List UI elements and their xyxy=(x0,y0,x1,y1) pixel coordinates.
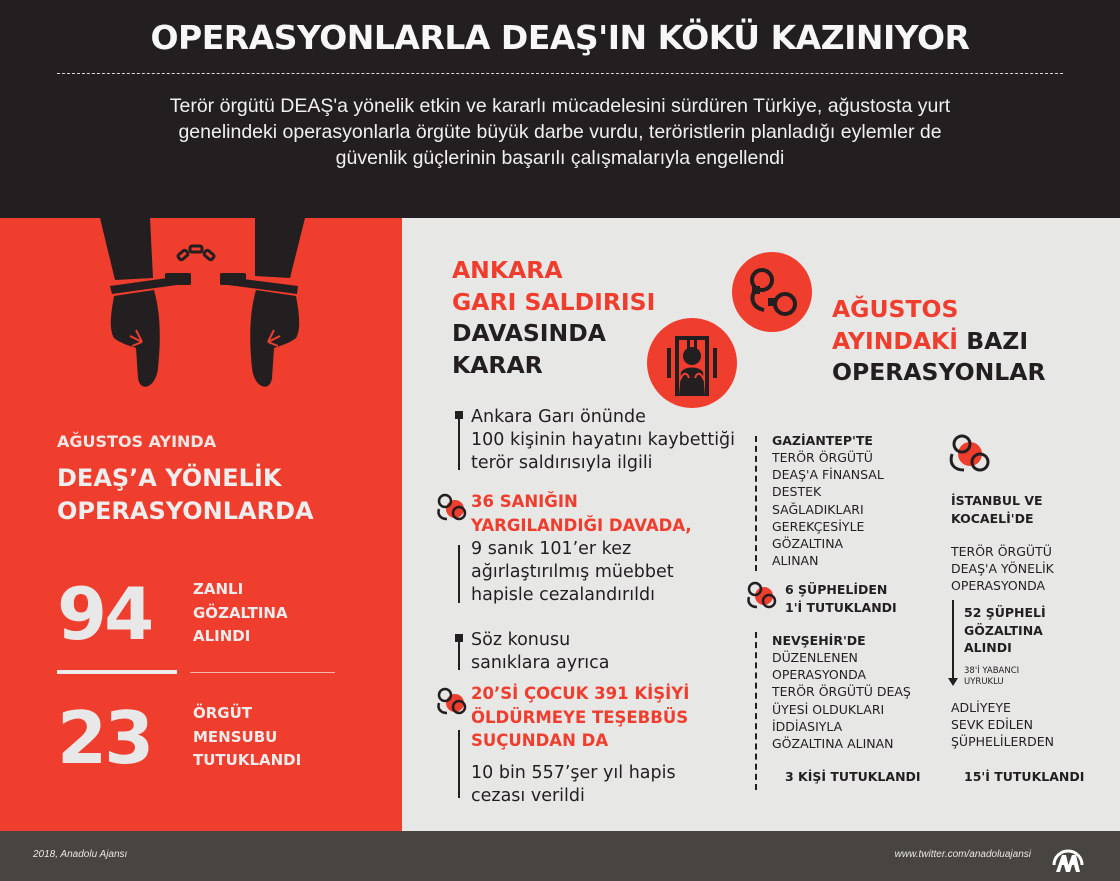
text-line: ŞÜPHELİLERDEN xyxy=(951,734,1054,750)
text-line: YARGILANDIĞI DAVADA, xyxy=(471,515,692,535)
text-line: GEREKÇESİYLE xyxy=(772,518,865,534)
text-line: GÖZALTINA xyxy=(772,536,844,552)
dashed-divider xyxy=(57,73,1063,74)
intro-line: Terör örgütü DEAŞ'a yönelik etkin ve kararlı mücadelesini sürdüren Türkiye, ağustosta yurt xyxy=(169,95,951,117)
text-line: ADLİYEYE xyxy=(951,700,1011,715)
text-line: sanıklara ayrıca xyxy=(471,653,610,673)
stat-value: 23 xyxy=(57,696,152,780)
page-title: OPERASYONLARLA DEAŞ'IN KÖKÜ KAZINIYOR xyxy=(150,18,970,57)
text-line: DÜZENLENEN xyxy=(772,650,858,665)
text-line: İDDİASIYLA xyxy=(772,718,843,734)
text-line: TERÖR ÖRGÜTÜ xyxy=(772,450,873,465)
nevsehir-head: NEVŞEHİR'DE xyxy=(772,633,866,648)
text-line: hapisle cezalandırıldı xyxy=(471,585,655,605)
nevsehir-result: 3 KİŞİ TUTUKLANDI xyxy=(785,769,921,784)
operations-section-title xyxy=(832,294,1046,389)
arrow-down-icon xyxy=(948,678,958,686)
text-line: terör saldırısıyla ilgili xyxy=(471,453,653,473)
text-line: Ankara Garı önünde xyxy=(471,407,646,427)
istanbul-text xyxy=(951,543,1054,595)
text-line: TERÖR ÖRGÜTÜ DEAŞ xyxy=(772,684,911,700)
headline-line: OPERASYONLARDA xyxy=(57,497,314,525)
gaziantep-head: GAZİANTEP'TE xyxy=(772,433,873,448)
text-line: 9 sanık 101’er kez xyxy=(471,539,632,559)
text-line: DESTEK xyxy=(772,484,822,500)
ankara-section-title xyxy=(452,255,655,381)
title-line: DAVASINDA xyxy=(452,319,606,347)
text-line: 36 SANIĞIN xyxy=(471,492,578,511)
text-line: ÖLDÜRMEYE TEŞEBBÜS xyxy=(471,707,689,727)
stat-value: 94 xyxy=(57,572,152,656)
text-line: ÜYESİ OLDUKLARI xyxy=(772,701,885,717)
istanbul-detained xyxy=(964,604,1046,657)
nevsehir-text xyxy=(772,649,911,752)
istanbul-result: 15'İ TUTUKLANDI xyxy=(964,769,1085,784)
stat-label-line: GÖZALTINA xyxy=(193,603,288,622)
text-line: SUÇUNDAN DA xyxy=(471,731,609,750)
text-line: KOCAELİ'DE xyxy=(951,510,1034,526)
stat-label-line: ZANLI xyxy=(193,580,244,598)
text-line: OPERASYONDA xyxy=(772,667,867,683)
stat-label xyxy=(193,702,301,773)
handcuffs-icon xyxy=(944,432,994,478)
text-line: 38'İ YABANCI xyxy=(964,666,1020,676)
text-line: ağırlaştırılmış müebbet xyxy=(471,562,674,582)
anadolu-agency-logo-icon xyxy=(1050,841,1086,873)
stat-divider-thin xyxy=(190,672,335,673)
timeline-line xyxy=(458,640,460,670)
text-line: 52 ŞÜPHELİ xyxy=(964,605,1046,620)
text-line: 20’Sİ ÇOCUK 391 KİŞİYİ xyxy=(471,684,690,703)
title-line: AĞUSTOS xyxy=(832,295,959,323)
footer xyxy=(0,831,1120,881)
small-handcuffs-icon xyxy=(433,685,467,717)
stat-label-line: ALINDI xyxy=(193,627,251,645)
text-line: SEVK EDİLEN xyxy=(951,717,1033,733)
gaziantep-text xyxy=(772,449,884,569)
text-line: 10 bin 557’şer yıl hapis xyxy=(471,763,676,783)
text-line: 100 kişinin hayatını kaybettiği xyxy=(471,430,736,450)
left-headline xyxy=(57,462,314,528)
timeline-line xyxy=(458,418,460,470)
handcuffed-hands-icon xyxy=(90,218,320,408)
text-line: SAĞLADIKLARI xyxy=(772,501,864,517)
title-line: ANKARA xyxy=(452,256,563,284)
stat-divider xyxy=(57,670,177,674)
kicker-text: AĞUSTOS AYINDA xyxy=(57,432,217,451)
text-line: İSTANBUL VE xyxy=(951,493,1043,508)
title-line: BAZI xyxy=(966,326,1029,355)
twitter-link[interactable]: www.twitter.com/anadoluajansi xyxy=(894,849,1031,860)
text-line: GÖZALTINA xyxy=(964,622,1043,638)
dashed-timeline xyxy=(755,632,757,790)
intro-text xyxy=(100,93,1020,171)
small-handcuffs-icon xyxy=(433,491,467,523)
text-line: Söz konusu xyxy=(471,630,571,650)
text-line: UYRUKLU xyxy=(964,677,1004,687)
title-line: KARAR xyxy=(452,350,543,379)
handcuffs-icon xyxy=(732,252,812,332)
footer-credit: 2018, Anadolu Ajansı xyxy=(33,849,128,860)
ankara-block-4 xyxy=(471,762,676,808)
timeline-line xyxy=(458,730,460,798)
stat-label-line: ÖRGÜT xyxy=(193,704,253,722)
title-line: GARI SALDIRISI xyxy=(452,287,656,316)
text-line: TERÖR ÖRGÜTÜ xyxy=(951,544,1052,559)
ankara-block-1 xyxy=(471,406,735,475)
ankara-highlight-2 xyxy=(471,682,689,753)
prisoner-behind-bars-icon xyxy=(647,318,737,408)
intro-line: güvenlik güçlerinin başarılı çalışmalarıyla engellendi xyxy=(335,147,785,169)
intro-line: genelindeki operasyonlarla örgüte büyük darbe vurdu, teröristlerin planladığı eylemler de xyxy=(178,121,942,143)
stat-label-line: TUTUKLANDI xyxy=(193,751,302,769)
istanbul-after xyxy=(951,699,1054,751)
ankara-block-2 xyxy=(471,538,674,607)
text-line: DEAŞ'A FİNANSAL xyxy=(772,467,884,483)
timeline-line xyxy=(458,545,460,603)
gaziantep-result xyxy=(785,581,897,616)
istanbul-head xyxy=(951,492,1043,527)
stat-label xyxy=(193,578,288,649)
text-line: DEAŞ'A YÖNELİK xyxy=(951,561,1054,577)
ankara-block-3 xyxy=(471,629,609,675)
ankara-highlight-1 xyxy=(471,490,692,537)
text-line: 6 ŞÜPHELİDEN xyxy=(785,582,888,597)
dashed-timeline xyxy=(755,436,757,571)
istanbul-note xyxy=(964,666,1019,688)
title-line: AYINDAKİ xyxy=(832,326,959,355)
headline-line: DEAŞ’A YÖNELİK xyxy=(57,464,282,492)
text-line: 1'İ TUTUKLANDI xyxy=(785,599,897,615)
header xyxy=(0,0,1120,218)
stat-label-line: MENSUBU xyxy=(193,727,278,746)
small-handcuffs-icon xyxy=(744,580,778,612)
text-line: cezası verildi xyxy=(471,786,585,806)
arrow-line xyxy=(952,600,954,680)
text-line: GÖZALTINA ALINAN xyxy=(772,736,894,752)
text-line: ALINAN xyxy=(772,553,819,569)
text-line: OPERASYONDA xyxy=(951,578,1046,594)
text-line: ALINDI xyxy=(964,640,1012,655)
title-line: OPERASYONLAR xyxy=(832,358,1046,386)
